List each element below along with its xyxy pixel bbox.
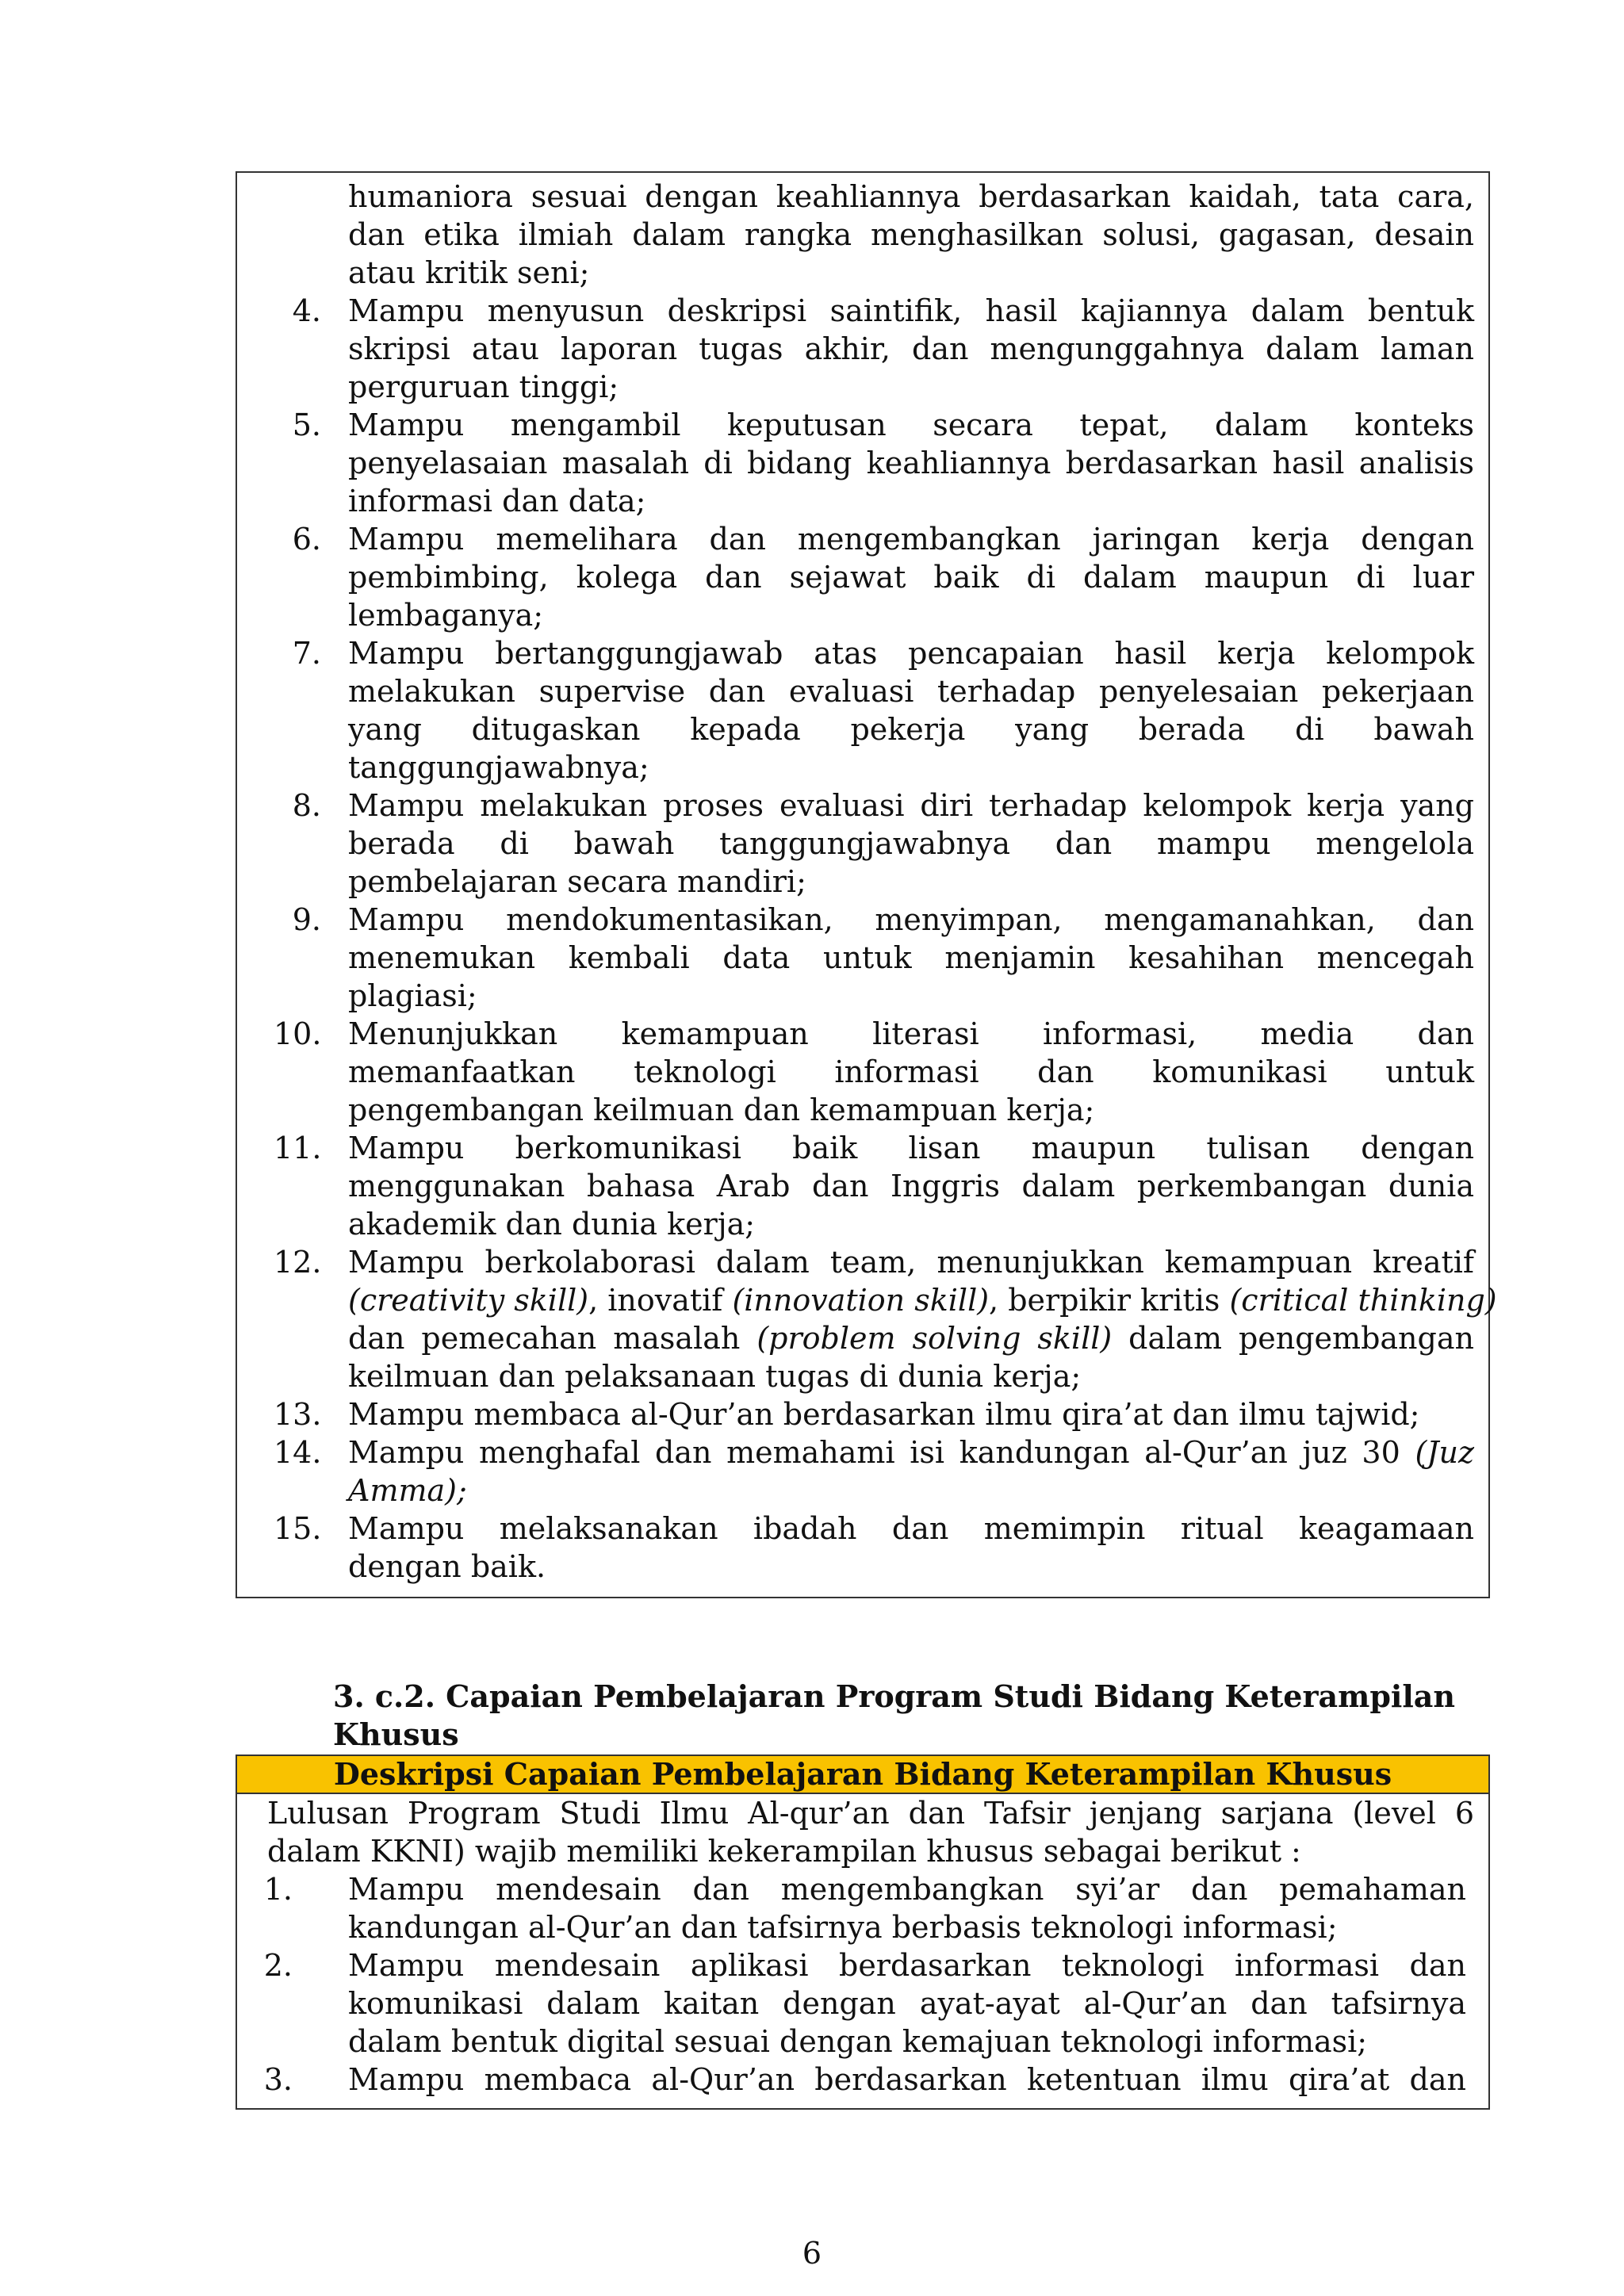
list-item-line <box>237 330 1488 368</box>
line-text: Mampu berkolaborasi dalam team, menunjukkan kemampuan kreatif <box>348 1245 1474 1280</box>
list-item-number: 13. <box>274 1397 322 1432</box>
list-item-line <box>237 1281 1497 1319</box>
list-item-line <box>237 1984 1488 2022</box>
line-text: Mampu membaca al-Qur’an berdasarkan ketentuan ilmu qira’at dan <box>348 2062 1466 2097</box>
line-text: Menunjukkan kemampuan literasi informasi, media dan <box>348 1016 1474 1051</box>
list-item-line <box>237 444 1488 482</box>
line-text: dengan baik. <box>348 1549 546 1584</box>
list-item-number: 5. <box>292 408 321 442</box>
list-item-line <box>237 863 1488 901</box>
line-text: lembaganya; <box>348 598 544 633</box>
line-text: pengembangan keilmuan dan kemampuan kerja; <box>348 1093 1095 1127</box>
line-text: humaniora sesuai dengan keahliannya berdasarkan kaidah, tata cara, <box>348 179 1474 214</box>
line-text: penyelasaian masalah di bidang keahliannya berdasarkan hasil analisis <box>348 446 1474 480</box>
line-text: komunikasi dalam kaitan dengan ayat-ayat al-Qur’an dan tafsirnya <box>348 1986 1466 2021</box>
list-item <box>237 520 1488 558</box>
list-item <box>237 634 1488 672</box>
list-item-number: 8. <box>292 788 321 823</box>
list-item <box>237 1433 1488 1471</box>
list-item-line <box>237 1548 1488 1586</box>
line-text: Mampu berkomunikasi baik lisan maupun tulisan dengan <box>348 1131 1474 1165</box>
list-item-line <box>237 710 1488 748</box>
list-item-number: 1. <box>263 1872 293 1907</box>
list-item-number: 6. <box>292 522 321 557</box>
list-item-line <box>237 1091 1488 1129</box>
list-item <box>237 1870 1488 1908</box>
list-item-line <box>237 825 1488 863</box>
list-item-number: 10. <box>274 1016 322 1051</box>
line-text: pembimbing, kolega dan sejawat baik di dalam maupun di luar <box>348 560 1474 595</box>
line-text: (creativity skill), inovatif (innovation skill), berpikir kritis (critical thinking) <box>348 1283 1497 1318</box>
list-item-line <box>237 368 1488 406</box>
line-text: dan pemecahan masalah (problem solving skill) dalam pengembangan <box>348 1321 1474 1356</box>
line-text: dalam KKNI) wajib memiliki kekerampilan khusus sebagai berikut : <box>267 1834 1301 1869</box>
list-item-line <box>237 1357 1488 1395</box>
list-item-line <box>237 482 1488 520</box>
line-text: Mampu menghafal dan memahami isi kandungan al-Qur’an juz 30 (Juz <box>348 1435 1474 1470</box>
section-heading-line: Khusus <box>333 1716 459 1752</box>
list-item <box>237 406 1488 444</box>
line-text: tanggungjawabnya; <box>348 750 649 785</box>
list-item-number: 11. <box>274 1131 322 1165</box>
section-heading-line: 3. c.2. Capaian Pembelajaran Program Studi Bidang Keterampilan <box>333 1678 1456 1714</box>
list-item <box>237 1510 1488 1548</box>
list-item-line <box>237 939 1488 977</box>
line-text: Mampu mendesain dan mengembangkan syi’ar dan pemahaman <box>348 1872 1466 1907</box>
table-intro-line <box>237 1832 1488 1870</box>
list-item-number: 12. <box>274 1245 322 1280</box>
line-text: skripsi atau laporan tugas akhir, dan mengunggahnya dalam laman <box>348 331 1474 366</box>
list-item-line <box>237 1205 1488 1243</box>
list-item <box>237 1015 1488 1053</box>
line-text: berada di bawah tanggungjawabnya dan mampu mengelola <box>348 826 1474 861</box>
list-item-line <box>237 672 1488 710</box>
line-text: kandungan al-Qur’an dan tafsirnya berbasis teknologi informasi; <box>348 1910 1338 1945</box>
list-item-number: 15. <box>274 1511 322 1546</box>
list-item-line <box>237 558 1488 596</box>
line-text: Lulusan Program Studi Ilmu Al-qur’an dan Tafsir jenjang sarjana (level 6 <box>267 1796 1474 1831</box>
list-item-number: 4. <box>292 293 321 328</box>
line-text: perguruan tinggi; <box>348 369 619 404</box>
line-text: atau kritik seni; <box>348 255 590 290</box>
table-intro-line <box>237 1794 1488 1832</box>
line-text: Amma); <box>348 1473 467 1508</box>
list-item-line <box>237 748 1488 786</box>
list-item-continuation-line <box>237 216 1488 254</box>
line-text: yang ditugaskan kepada pekerja yang berada di bawah <box>348 712 1474 747</box>
page-number: 6 <box>802 2236 822 2271</box>
list-item <box>237 2061 1488 2099</box>
line-text: Mampu memelihara dan mengembangkan jaringan kerja dengan <box>348 522 1474 557</box>
line-text: informasi dan data; <box>348 484 646 519</box>
list-item <box>237 1395 1488 1433</box>
line-text: dan etika ilmiah dalam rangka menghasilkan solusi, gagasan, desain <box>348 217 1474 252</box>
list-item-line <box>237 2022 1488 2061</box>
learning-outcomes-box <box>236 171 1497 1598</box>
list-item-number: 14. <box>274 1435 322 1470</box>
line-text: melakukan supervise dan evaluasi terhadap penyelesaian pekerjaan <box>348 674 1474 709</box>
line-text: Mampu bertanggungjawab atas pencapaian hasil kerja kelompok <box>348 636 1474 671</box>
line-text: akademik dan dunia kerja; <box>348 1207 756 1242</box>
list-item-line <box>237 1167 1488 1205</box>
line-text: pembelajaran secara mandiri; <box>348 864 806 899</box>
list-item <box>237 1243 1488 1281</box>
list-item <box>237 1129 1488 1167</box>
list-item-line <box>237 596 1488 634</box>
list-item <box>237 292 1488 330</box>
line-text: Mampu melaksanakan ibadah dan memimpin ritual keagamaan <box>348 1511 1474 1546</box>
list-item-continuation-line <box>237 178 1488 216</box>
table-header: Deskripsi Capaian Pembelajaran Bidang Keterampilan Khusus <box>237 1756 1488 1794</box>
line-text: keilmuan dan pelaksanaan tugas di dunia kerja; <box>348 1359 1082 1394</box>
list-item-line <box>237 1319 1488 1357</box>
line-text: memanfaatkan teknologi informasi dan komunikasi untuk <box>348 1054 1474 1089</box>
list-item-continuation-line <box>237 254 1488 292</box>
line-text: Mampu menyusun deskripsi saintifik, hasil kajiannya dalam bentuk <box>348 293 1474 328</box>
line-text: Mampu melakukan proses evaluasi diri terhadap kelompok kerja yang <box>348 788 1474 823</box>
section-heading <box>333 1678 1459 1754</box>
list-item-line <box>237 977 1488 1015</box>
list-item-number: 3. <box>263 2062 293 2097</box>
line-text: Mampu mengambil keputusan secara tepat, dalam konteks <box>348 408 1474 442</box>
list-item-line <box>237 1471 1488 1510</box>
list-item-line <box>237 1053 1488 1091</box>
special-skills-table <box>236 1755 1490 2110</box>
list-item <box>237 786 1488 825</box>
line-text: menggunakan bahasa Arab dan Inggris dalam perkembangan dunia <box>348 1169 1474 1203</box>
list-item-number: 2. <box>263 1948 293 1983</box>
line-text: menemukan kembali data untuk menjamin kesahihan mencegah <box>348 940 1474 975</box>
list-item-line <box>237 1908 1488 1946</box>
line-text: Mampu mendesain aplikasi berdasarkan teknologi informasi dan <box>348 1948 1466 1983</box>
list-item <box>237 1946 1488 1984</box>
list-item-number: 7. <box>292 636 321 671</box>
line-text: Mampu membaca al-Qur’an berdasarkan ilmu qira’at dan ilmu tajwid; <box>348 1397 1420 1432</box>
line-text: Mampu mendokumentasikan, menyimpan, mengamanahkan, dan <box>348 902 1474 937</box>
line-text: plagiasi; <box>348 978 477 1013</box>
list-item <box>237 901 1488 939</box>
line-text: dalam bentuk digital sesuai dengan kemajuan teknologi informasi; <box>348 2024 1368 2059</box>
list-item-number: 9. <box>292 902 321 937</box>
